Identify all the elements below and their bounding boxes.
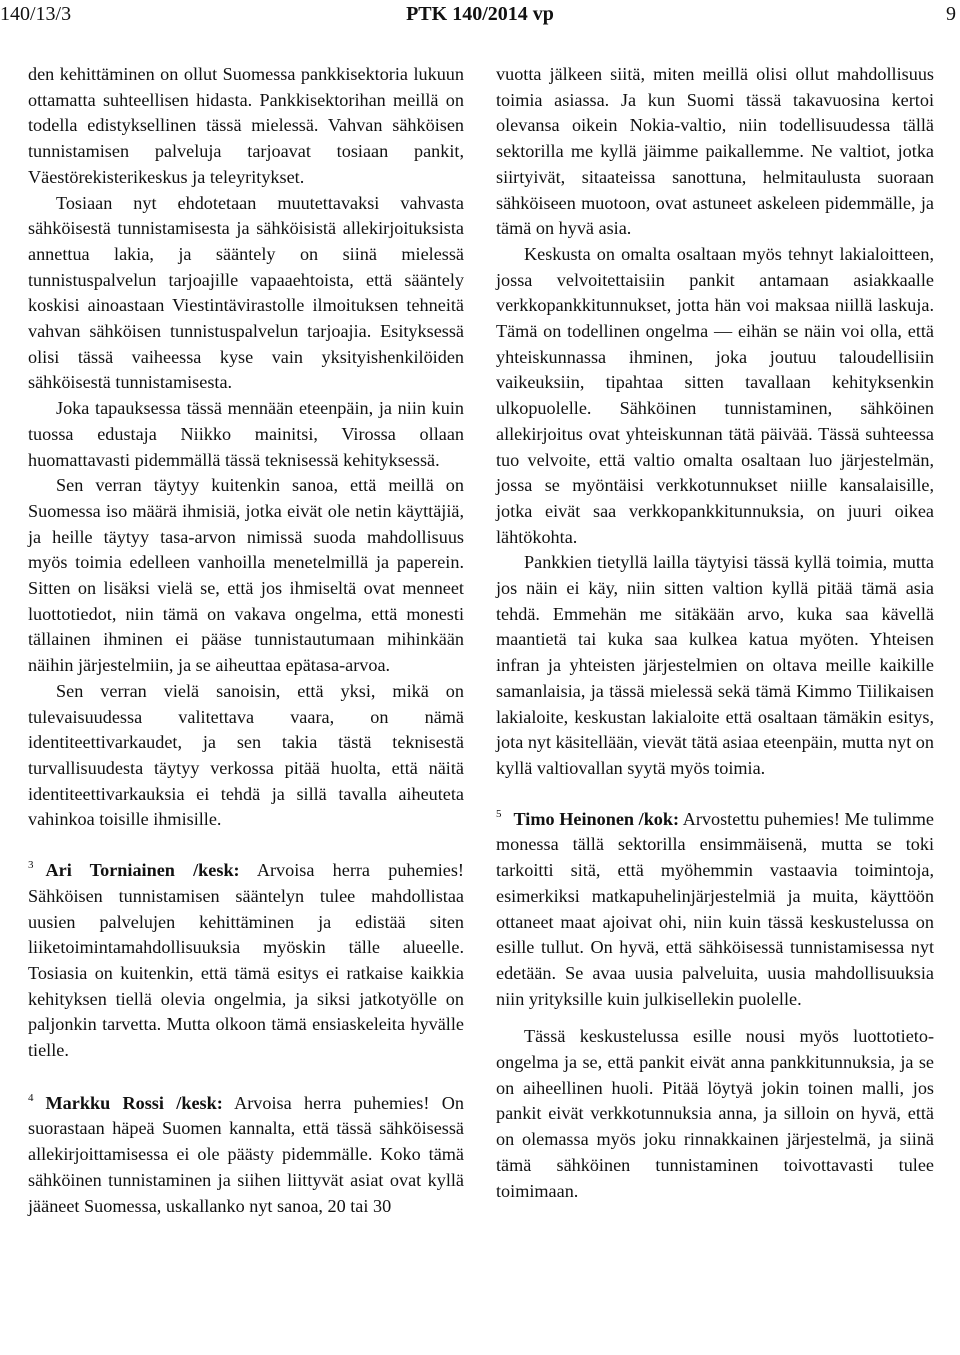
right-column <box>496 62 934 1204</box>
paragraph: Tosiaan nyt ehdotetaan muutettavaksi vahvasta sähköisestä tunnistamisesta ja sähköisistä allekirjoituksista annettua lakia, ja sääntely on siinä mielessä tunnistuspalvelun tarjoajille vapaaehtoista, että sääntely koskisi ainoastaan Viestintävirastolle ilmoituksen tehneitä vahvan sähköisen tunnistuspalvelun tarjoajia. Esityksessä olisi tässä vaiheessa kyse vain yksityishenkilöiden sähköisestä tunnistamisesta. <box>28 192 464 393</box>
page-number: 9 <box>946 3 956 25</box>
paragraph: Joka tapauksessa tässä mennään eteenpäin, ja niin kuin tuossa edustaja Niikko mainitsi, Virossa ollaan huomattavasti pidemmällä tässä teknisessä kehityksessä. <box>28 398 464 470</box>
speech-number: 3 <box>28 859 34 872</box>
left-column <box>28 62 464 1219</box>
speech-entry <box>496 802 934 1013</box>
speech-number: 4 <box>28 1091 34 1104</box>
speech-text: Arvostettu puhemies! Me tulimme monessa tällä sektorilla ensimmäisenä, mutta se toki tarkoitti sitä, että myöhemmin vastaavia toimintoja, esimerkiksi matkapuhelinjärjestelmiä ja muita, käyttöön ottaneet maat ajoivat ohi, niin kuin tässä keskustelussa on esille tullut. On hyvä, että sähköisessä tunnistamisessa nyt edetään. Se avaa uusia palveluita, uusia mahdollisuuksia niin yrityksille kuin julkisellekin puolelle. <box>496 808 934 1009</box>
speaker-name: Ari Torniainen /kesk: <box>45 860 240 881</box>
speaker-name: Markku Rossi /kesk: <box>45 1092 223 1113</box>
paragraph: Tässä keskustelussa esille nousi myös luottotieto-ongelma ja se, että pankit eivät anna pankkitunnuksia, ja se on aiheellinen huoli. Pitää löytyä jokin toinen malli, jos pankit eivät verkkotunnuksia anna, ja silloin on hyvä, että on olemassa myös joku rinnakkainen järjestelmä, ja siinä tämä sähköinen tunnistaminen toivottavasti tulee toimimaan. <box>496 1026 934 1201</box>
speech-entry <box>28 853 464 1064</box>
paragraph: Keskusta on omalta osaltaan myös tehnyt lakialoitteen, jossa velvoitettaisiin pankit antamaan asiakkaalle verkkopankkitunnukset, jotta hän voi maksaa niillä laskuja. Tämä on todellinen ongelma — eihän se näin voi olla, että yhteiskunnassa ihminen, joka joutuu taloudellisiin vaikeuksiin, tipahtaa sitten tavallaan kehityksenkin ulkopuolelle. Sähköinen tunnistaminen, sähköinen allekirjoitus ovat yhteiskunnan tätä päivää. Tässä suhteessa tuo velvoite, että valtio omalta osaltaan luo järjestelmän, jossa se myöntäisi verkkotunnukset niille kansalaisille, jotka eivät saa verkkopankkitunnuksia, on juuri oikea lähtökohta. <box>496 243 934 547</box>
speech-number: 5 <box>496 807 502 820</box>
speech-text: Arvoisa herra puhemies! On suorastaan häpeä Suomen kannalta, että tässä sähköisessä allekirjoittamisessa ei ole päästy pidemmälle. Koko tämä sähköinen tunnistaminen ja siihen liittyvät asiat ovat kyllä jääneet Suomessa, uskallanko nyt sanoa, 20 tai 30 <box>28 1092 464 1216</box>
session-title: PTK 140/2014 vp <box>406 3 554 25</box>
paragraph: vuotta jälkeen siitä, miten meillä olisi ollut mahdollisuus toimia asiassa. Ja kun Suomi tässä takavuosina kertoi olevansa oikein Nokia-valtio, niin todellisuudessa tällä sektorilla me kyllä jäimme paikallemme. Ne valtiot, jotka siirtyivät, sitaateissa sanottuna, helmitaulusta suoraan sähköiseen muotoon, ovat astuneet askeleen pidemmälle, ja tämä on hyvä asia. <box>496 64 934 239</box>
paragraph: Pankkien tietyllä lailla täytyisi tässä kyllä toimia, mutta jos näin ei käy, niin sitten valtion kyllä pitää tämä asia tehdä. Emmehän me sitäkään arvo, kuka saa kävellä maantietä tai kuka saa kulkea katua myöten. Yhteisen infran ja yhteisten järjestelmien on oltava meille kaikille samanlaisia, ja tässä mielessä sekä tämä Kimmo Tiilikaisen lakialoite, keskustan lakialoite että osaltaan tämäkin esitys, jota nyt käsitellään, vievät tätä asiaa eteenpäin, mutta nyt on kyllä valtiovallan syytä myös toimia. <box>496 552 934 778</box>
speech-text: Arvoisa herra puhemies! Sähköisen tunnistamisen sääntelyn tulee mahdollistaa uusien palvelujen kehittäminen ja edistää siten liiketoimintamahdollisuuksia myöskin tälle alueelle. Tosiasia on kuitenkin, että tämä esitys ei ratkaise kaikkia kehityksen tiellä olevia ongelmia, ja siksi jatkotyölle on paljonkin tarvetta. Mutta olkoon tämä ensiaskeleita hyvälle tielle. <box>28 860 464 1061</box>
page-header <box>0 0 960 34</box>
speech-entry <box>28 1086 464 1220</box>
paragraph: Sen verran vielä sanoisin, että yksi, mikä on tulevaisuudessa valitettava vaara, on nämä identiteettivarkaudet, ja sen takia tästä teknisestä turvallisuudesta täytyy verkossa pitää huolta, että näitä identiteettivarkauksia ei tehdä ja sillä tavalla aiheuteta vahinkoa toisille ihmisille. <box>28 680 464 830</box>
paragraph: Sen verran täytyy kuitenkin sanoa, että meillä on Suomessa iso määrä ihmisiä, jotka eivät ole netin käyttäjiä, ja heille täytyy tasa-arvon nimissä suoda mahdollisuus myös toimia edelleen vanhoilla menetelmillä ja paperein. Sitten on lisäksi vielä se, että jos ihmiseltä ovat menneet luottotiedot, niin tämä on vakava ongelma, että monesti tällainen ihminen ei pääse tunnistautumaan mihinkään näihin järjestelmiin, ja se aiheuttaa epätasa-arvoa. <box>28 475 464 676</box>
document-reference: 140/13/3 <box>0 3 72 25</box>
paragraph: den kehittäminen on ollut Suomessa pankkisektoria lukuun ottamatta suhteellisen hidasta. Pankkisektorihan meillä on todella edistyksellinen tässä mielessä. Vahvan sähköisen tunnistamisen palveluja tarjoavat tosiaan pankit, Väestörekisterikeskus ja teleyritykset. <box>28 64 464 187</box>
speaker-name: Timo Heinonen /kok: <box>513 808 680 829</box>
